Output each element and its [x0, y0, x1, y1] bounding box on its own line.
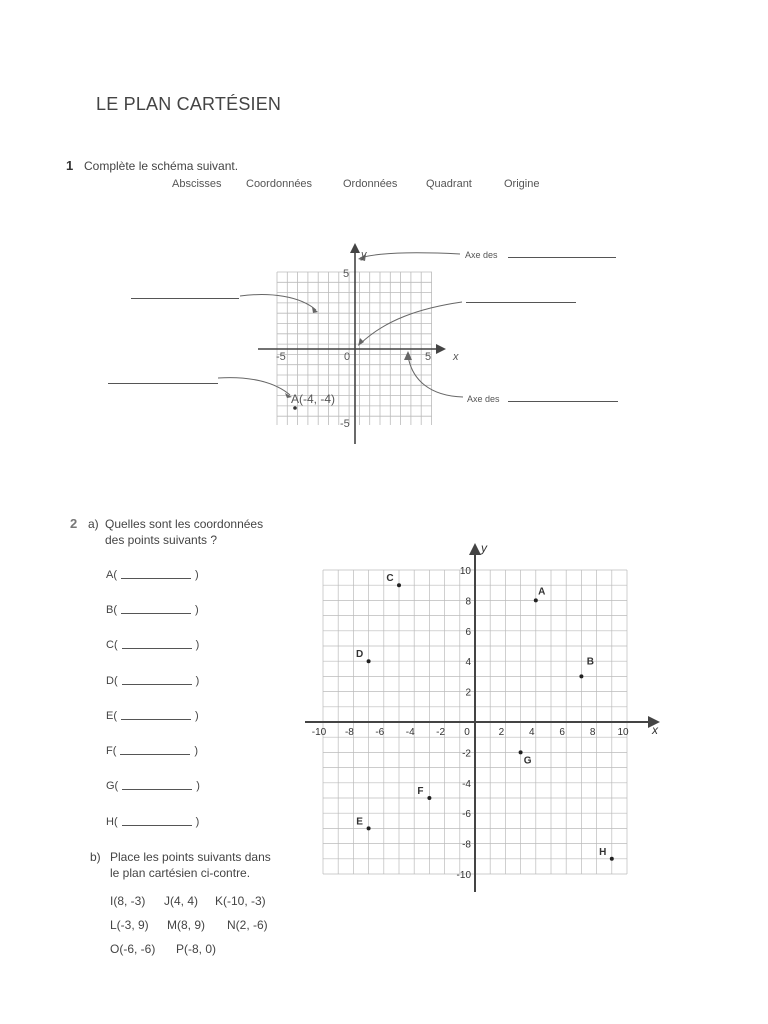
answer-blank[interactable]	[122, 648, 192, 649]
point-label: D	[355, 649, 364, 661]
answer-row-label: A(	[106, 569, 117, 581]
arrow-up-icon	[350, 243, 360, 253]
axe-des-top-label: Axe des	[465, 250, 498, 260]
answer-blank-origin[interactable]	[466, 302, 576, 303]
point-label: E	[356, 816, 363, 828]
y-tick-label: 6	[465, 626, 471, 638]
word-bank-item: Origine	[504, 178, 540, 190]
x-tick-label: 4	[529, 727, 535, 738]
part-a-text-line1: Quelles sont les coordonnées	[105, 517, 264, 531]
word-bank-item: Coordonnées	[246, 178, 313, 190]
axe-des-bottom-label: Axe des	[467, 394, 500, 404]
question-1-instruction: Complète le schéma suivant.	[84, 159, 239, 173]
point-to-place: L(-3, 9)	[110, 918, 149, 932]
answer-blank[interactable]	[122, 789, 192, 790]
x-tick-label: 10	[617, 727, 629, 738]
answer-row-d	[106, 675, 199, 687]
y-tick-label: -2	[462, 748, 471, 760]
diagram-1-x-label: x	[453, 351, 459, 363]
x-tick-label: 0	[464, 727, 470, 738]
point-to-place: K(-10, -3)	[215, 894, 266, 908]
point-label: H	[599, 846, 607, 858]
answer-row-b	[106, 604, 199, 616]
answer-row-close: )	[195, 569, 199, 581]
y-tick-label: 8	[465, 596, 471, 608]
answer-blank[interactable]	[121, 719, 191, 720]
answer-row-g	[106, 780, 200, 792]
answer-row-e	[106, 710, 199, 722]
point-to-place: J(4, 4)	[164, 894, 199, 908]
answer-row-label: B(	[106, 604, 117, 616]
point-label: B	[586, 656, 595, 668]
diagram-1-tick-5-x: 5	[425, 351, 432, 363]
answer-blank[interactable]	[122, 684, 192, 685]
answer-row-close: )	[194, 745, 199, 757]
point-c	[397, 583, 401, 587]
answer-blank[interactable]	[120, 754, 190, 755]
word-bank-item: Ordonnées	[343, 178, 398, 190]
point-to-place: P(-8, 0)	[176, 942, 217, 956]
point-to-place: O(-6, -6)	[110, 942, 156, 956]
answer-row-label: E(	[106, 710, 117, 722]
page-title: LE PLAN CARTÉSIEN	[96, 94, 282, 114]
y-tick-label: -6	[462, 809, 471, 821]
answer-row-label: F(	[106, 745, 117, 757]
diagram-1-point-a	[293, 406, 297, 410]
diagram-1-point-a-label: A(-4, -4)	[291, 392, 336, 406]
part-b-label: b)	[90, 850, 101, 864]
point-a	[534, 598, 538, 602]
part-b-text-line2: le plan cartésien ci-contre.	[110, 866, 251, 880]
x-tick-label: 6	[559, 727, 565, 738]
answer-blank-coordinates[interactable]	[108, 383, 218, 384]
x-tick-label: -2	[436, 727, 446, 738]
point-g	[519, 750, 523, 754]
part-b-text-line1: Place les points suivants dans	[110, 850, 271, 864]
x-tick-label: -6	[375, 727, 385, 738]
part-a-label: a)	[88, 517, 99, 531]
diagram-1-tick-neg-5-x: -5	[276, 351, 286, 363]
point-label: G	[523, 755, 532, 767]
part-a-text-line2: des points suivants ?	[105, 533, 218, 547]
point-to-place: N(2, -6)	[227, 918, 268, 932]
point-to-place: I(8, -3)	[110, 894, 146, 908]
x-tick-label: 2	[498, 727, 505, 738]
point-label: A	[538, 586, 546, 598]
diagram-1-tick-neg-5-y: -5	[340, 418, 350, 430]
answer-blank[interactable]	[122, 825, 192, 826]
y-tick-label: -8	[462, 839, 471, 851]
x-tick-label: -10	[311, 727, 327, 738]
x-tick-label: -4	[405, 727, 415, 738]
y-axis-arrow-icon	[469, 543, 481, 555]
point-h	[610, 857, 614, 861]
answer-row-c	[106, 639, 199, 651]
diagram-1-tick-5: 5	[343, 268, 350, 280]
point-label: F	[417, 786, 424, 797]
answer-row-close: )	[195, 710, 199, 722]
answer-row-close: )	[195, 816, 200, 828]
answer-blank-axe-des-top[interactable]	[508, 257, 616, 258]
answer-row-f	[106, 745, 198, 757]
y-tick-label: 4	[465, 657, 471, 669]
arrow-right-icon	[436, 344, 446, 354]
point-e	[367, 826, 371, 830]
x-axis-label: x	[652, 723, 658, 737]
point-label: C	[386, 573, 394, 585]
answer-blank[interactable]	[121, 613, 191, 614]
point-b	[579, 674, 583, 678]
x-tick-label: -8	[344, 727, 354, 738]
word-bank-item: Quadrant	[426, 178, 472, 190]
point-f	[427, 796, 431, 800]
y-tick-label: 10	[459, 566, 471, 577]
answer-blank-axe-des-bottom[interactable]	[508, 401, 618, 402]
point-to-place: M(8, 9)	[167, 918, 206, 932]
diagram-1-tick-0: 0	[344, 351, 351, 363]
answer-row-h	[106, 816, 199, 828]
y-axis-label: y	[481, 541, 487, 555]
cartesian-plane-chart	[300, 535, 670, 900]
answer-row-label: D(	[106, 675, 118, 687]
word-bank-item: Abscisses	[172, 178, 222, 190]
question-1-number: 1	[66, 158, 74, 173]
answer-row-label: G(	[106, 780, 119, 792]
answer-blank[interactable]	[121, 578, 191, 579]
x-tick-label: 8	[589, 727, 596, 738]
y-tick-label: -10	[456, 870, 471, 881]
answer-row-close: )	[196, 780, 200, 792]
diagram-1-cartesian-plane	[0, 230, 768, 460]
answer-row-label: C(	[106, 639, 118, 651]
answer-row-close: )	[195, 675, 200, 687]
answer-row-close: )	[195, 639, 200, 651]
answer-row-label: H(	[106, 816, 118, 828]
answer-row-a	[106, 569, 199, 581]
diagram-1-y-label: y	[361, 249, 367, 261]
y-tick-label: -4	[462, 778, 471, 790]
point-d	[367, 659, 371, 663]
answer-blank-quadrant[interactable]	[131, 298, 239, 299]
y-tick-label: 2	[465, 687, 471, 699]
answer-row-close: )	[195, 604, 199, 616]
question-2-number: 2	[70, 516, 78, 531]
